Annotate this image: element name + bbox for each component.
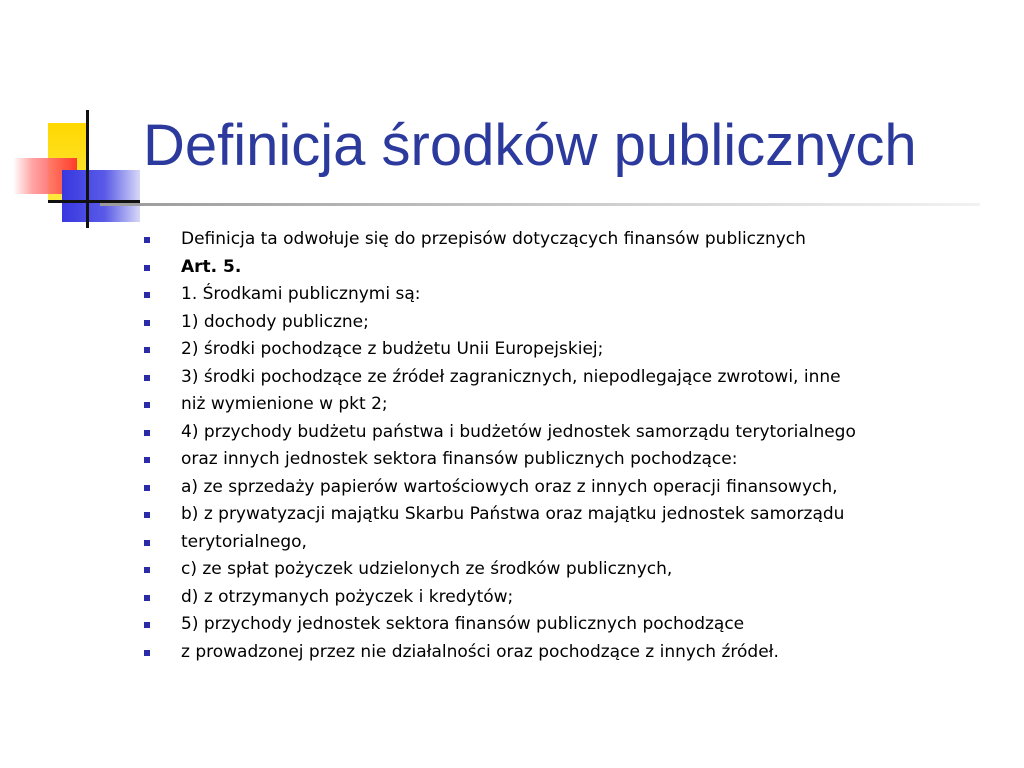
- slide-title: Definicja środków publicznych: [143, 113, 917, 178]
- bullet-item: z prowadzonej przez nie działalności oraz pochodzące z innych źródeł.: [142, 639, 856, 667]
- bullet-item: a) ze sprzedaży papierów wartościowych oraz z innych operacji finansowych,: [142, 474, 856, 502]
- square-bullet-icon: [144, 485, 150, 491]
- bullet-item: c) ze spłat pożyczek udzielonych ze środków publicznych,: [142, 556, 856, 584]
- bullet-item: 3) środki pochodzące ze źródeł zagranicznych, niepodlegające zwrotowi, inne: [142, 364, 856, 392]
- square-bullet-icon: [144, 237, 150, 243]
- bullet-item: Art. 5.: [142, 254, 856, 282]
- square-bullet-icon: [144, 292, 150, 298]
- square-bullet-icon: [144, 650, 150, 656]
- square-bullet-icon: [144, 595, 150, 601]
- bullet-item: 1. Środkami publicznymi są:: [142, 281, 856, 309]
- square-bullet-icon: [144, 622, 150, 628]
- square-bullet-icon: [144, 347, 150, 353]
- square-bullet-icon: [144, 265, 150, 271]
- square-bullet-icon: [144, 402, 150, 408]
- bullet-item: b) z prywatyzacji majątku Skarbu Państwa oraz majątku jednostek samorządu: [142, 501, 856, 529]
- bullet-item: d) z otrzymanych pożyczek i kredytów;: [142, 584, 856, 612]
- bullet-item: 5) przychody jednostek sektora finansów publicznych pochodzące: [142, 611, 856, 639]
- square-bullet-icon: [144, 430, 150, 436]
- square-bullet-icon: [144, 375, 150, 381]
- blue-square: [62, 170, 140, 222]
- bullet-item: Definicja ta odwołuje się do przepisów dotyczących finansów publicznych: [142, 226, 856, 254]
- square-bullet-icon: [144, 457, 150, 463]
- bullet-item: 4) przychody budżetu państwa i budżetów jednostek samorządu terytorialnego: [142, 419, 856, 447]
- title-divider: [100, 203, 980, 206]
- bullet-item: oraz innych jednostek sektora finansów publicznych pochodzące:: [142, 446, 856, 474]
- square-bullet-icon: [144, 512, 150, 518]
- vertical-line: [86, 110, 89, 228]
- square-bullet-icon: [144, 540, 150, 546]
- bullet-item: terytorialnego,: [142, 529, 856, 557]
- bullet-item: 1) dochody publiczne;: [142, 309, 856, 337]
- bullet-item: 2) środki pochodzące z budżetu Unii Europejskiej;: [142, 336, 856, 364]
- bullet-item: niż wymienione w pkt 2;: [142, 391, 856, 419]
- bullet-list: [142, 226, 856, 666]
- square-bullet-icon: [144, 567, 150, 573]
- square-bullet-icon: [144, 320, 150, 326]
